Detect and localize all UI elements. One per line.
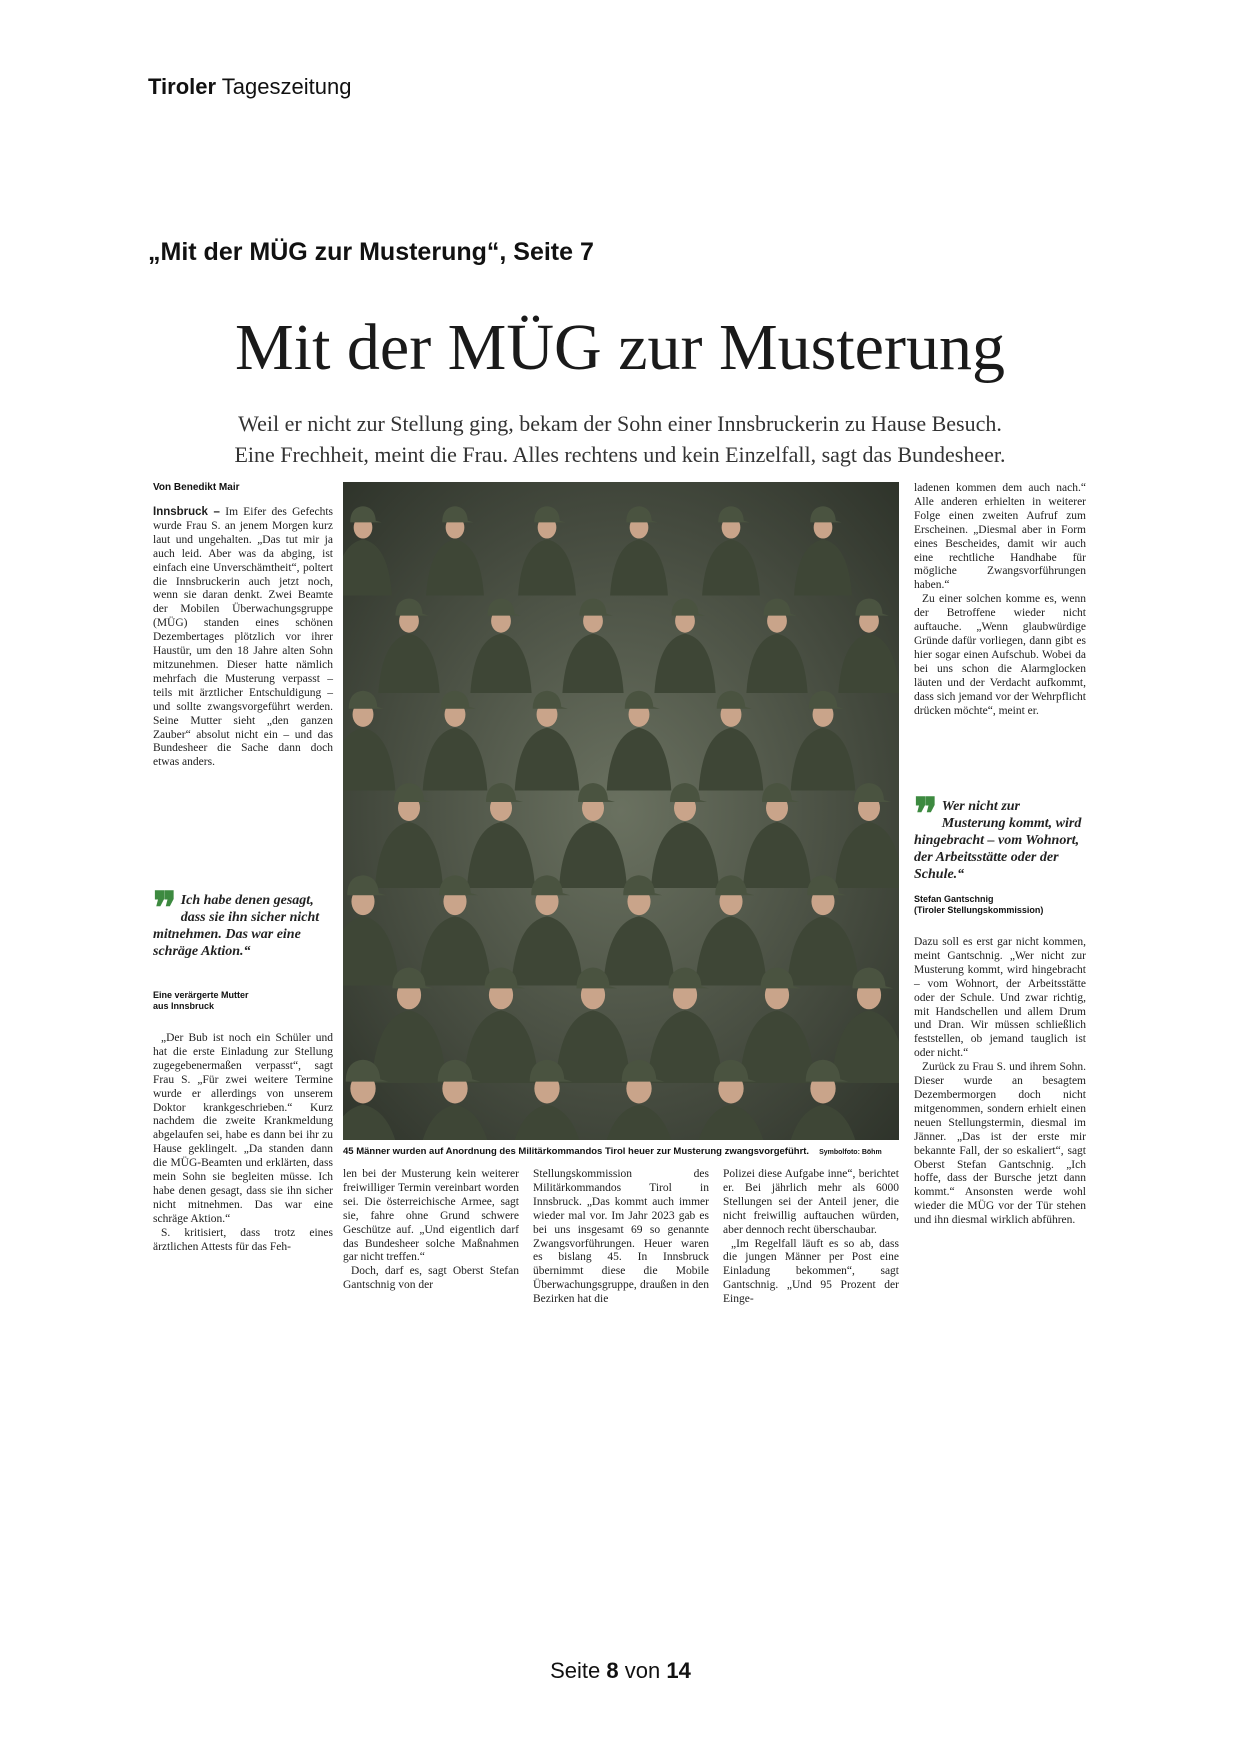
page-of: von xyxy=(624,1658,661,1683)
pull-quote-gantschnig xyxy=(914,790,1086,883)
column-2-paragraph-1: len bei der Musterung kein weiterer freiwilliger Termin vereinbart worden sei. Die österreichische Armee, sagt sie, fahre ohne Grund schwere Geschütze auf. „Und eigentlich darf das Bundesheer solche Maßnahmen gar nicht treffen.“ xyxy=(343,1168,519,1264)
column-1-paragraph-3: S. kritisiert, dass trotz eines ärztlichen Attests für das Feh- xyxy=(153,1226,333,1253)
quote-source-line-2: aus Innsbruck xyxy=(153,1001,215,1011)
photo-caption xyxy=(343,1146,899,1157)
dateline-location: Innsbruck – xyxy=(153,506,220,518)
newspaper-clipping xyxy=(150,310,1090,1360)
column-1-paragraph-2: „Der Bub ist noch ein Schüler und hat die erste Einladung zur Stellung zugegebenermaßen verpasst“, sagt Frau S. „Für zwei weitere Termine wurde er allerdings von unserem Doktor krankgeschrieben.“ Kurz nachdem die zweite Krankmeldung abgelaufen sei, habe es dann bei ihr zu Hause geklingelt. „Da standen dann die MÜG-Beamten und erklärten, dass mein Sohn sie begleiten müsse. Ich habe denen gesagt, dass sie ihn sicher nicht mitnehmen. Das war eine schräge Aktion.“ xyxy=(153,1032,333,1225)
publication-name xyxy=(148,74,351,100)
soldiers-photo-illustration xyxy=(343,482,899,1140)
column-3-paragraph-1: Stellungskommission des Militärkommandos Tirol in Innsbruck. „Das kommt auch immer wieder mal vor. Im Jahr 2023 gab es bei uns insgesamt 69 so genannte Zwangsvorführungen. Heuer waren es bislang 45. In Innsbruck übernimmt diese die Mobile Überwachungsgruppe, draußen in den Bezirken hat die xyxy=(533,1168,709,1306)
pull-quote-mother-text: Ich habe denen gesagt, dass sie ihn sicher nicht mitnehmen. Das war eine schräge Aktion.“ xyxy=(153,893,320,959)
article-column-1-continued xyxy=(153,1032,333,1255)
quote-mark-icon: ❞ xyxy=(153,884,177,933)
article-column-1 xyxy=(153,506,333,770)
pull-quote-mother xyxy=(153,884,333,960)
article-column-2 xyxy=(343,1168,519,1293)
column-5-paragraph-1: ladenen kommen dem auch nach.“ Alle anderen erhielten in weiterer Folge einen zweiten Aufruf zum Erscheinen. „Diesmal aber in Form eines Bescheides, damit wir auch eine rechtliche Handhabe für mögliche Zwangsvorführungen haben.“ xyxy=(914,482,1086,592)
publication-name-rest: Tageszeitung xyxy=(221,74,352,99)
quote-mark-icon: ❞ xyxy=(914,790,938,839)
quote-source-line-1: Stefan Gantschnig xyxy=(914,894,994,904)
pull-quote-mother-source xyxy=(153,990,333,1012)
article-byline: Von Benedikt Mair xyxy=(153,482,240,493)
article-headline: Mit der MÜG zur Musterung xyxy=(235,311,1005,384)
article-column-3 xyxy=(533,1168,709,1307)
page-number xyxy=(0,1658,1241,1684)
column-1-paragraph-1 xyxy=(153,506,333,770)
subheadline-line-1: Weil er nicht zur Stellung ging, bekam der Sohn einer Innsbruckerin zu Hause Besuch. xyxy=(238,411,1002,436)
column-1-paragraph-1-text: Im Eifer des Gefechts wurde Frau S. an jenem Morgen kurz laut und ungehalten. „Das tut mir ja auch leid. Aber was da abging, ist einfach eine Unverschämtheit“, poltert die Innsbruckerin auch jetzt noch, wenn sie daran denkt. Zwei Beamte der Mobilen Überwachungsgruppe (MÜG) standen eines schönen Dezembertages plötzlich vor ihrer Haustür, um den 18 Jahre alten Sohn mitzunehmen. Dieser hatte nämlich mehrfach die Musterung verpasst – teils mit ärztlicher Entschuldigung – und sollte zwangsvorgeführt werden. Seine Mutter sieht „den ganzen Zauber“ absolut nicht ein – und das Bundesheer die Sache dann doch etwas anders. xyxy=(153,506,333,769)
quote-source-line-1: Eine verärgerte Mutter xyxy=(153,990,249,1000)
article-column-5-continued xyxy=(914,936,1086,1228)
page-current: 8 xyxy=(606,1658,619,1683)
article-column-4 xyxy=(723,1168,899,1307)
quote-source-line-2: (Tiroler Stellungskommission) xyxy=(914,905,1044,915)
article-photo xyxy=(343,482,899,1140)
page-prefix: Seite xyxy=(550,1658,601,1683)
photo-caption-text: 45 Männer wurden auf Anordnung des Militärkommandos Tirol heuer zur Musterung zwangsvorgeführt. xyxy=(343,1146,810,1157)
column-5-paragraph-4: Zurück zu Frau S. und ihrem Sohn. Dieser wurde an besagtem Dezembermorgen doch nicht mitgenommen, sondern erhielt einen neuen Stellungstermin, diesmal im Jänner. „Das ist der erste mir bekannte Fall, der so eskaliert“, sagt Oberst Stefan Gantschnig. „Ich hoffe, dass der Bursche jetzt dann kommt.“ Ansonsten werde wohl wieder die MÜG vor der Tür stehen und ihn diesmal wirklich abführen. xyxy=(914,1061,1086,1227)
article-column-5 xyxy=(914,482,1086,718)
pull-quote-gantschnig-text: Wer nicht zur Musterung kommt, wird hingebracht – vom Wohnort, der Arbeitsstätte oder der Schule.“ xyxy=(914,799,1082,882)
subheadline-line-2: Eine Frechheit, meint die Frau. Alles rechtens und kein Einzelfall, sagt das Bundesheer. xyxy=(234,442,1006,467)
page-total: 14 xyxy=(666,1658,691,1683)
pull-quote-gantschnig-source xyxy=(914,894,1086,916)
photo-credit: Symbolfoto: Böhm xyxy=(819,1149,882,1156)
column-5-paragraph-3: Dazu soll es erst gar nicht kommen, meint Gantschnig. „Wer nicht zur Musterung kommt, wird hingebracht – vom Wohnort, der Arbeitsstätte oder der Schule. Und zwar richtig, mit Handschellen und allem Drum und Dran. Wir müssen schließlich feststellen, ob jemand tauglich ist oder nicht.“ xyxy=(914,936,1086,1060)
column-4-paragraph-2: „Im Regelfall läuft es so ab, dass die jungen Männer per Post eine Einladung bekommen“, sagt Gantschnig. „Und 95 Prozent der Einge- xyxy=(723,1237,899,1306)
column-2-paragraph-2: Doch, darf es, sagt Oberst Stefan Gantschnig von der xyxy=(343,1265,519,1292)
article-subheadline xyxy=(190,408,1050,470)
column-4-paragraph-1: Polizei diese Aufgabe inne“, berichtet er. Bei jährlich mehr als 6000 Stellungen sei der Anteil jener, die nicht freiwillig auftauchen würden, aber dennoch recht überschaubar. xyxy=(723,1168,899,1236)
publication-name-bold: Tiroler xyxy=(148,74,217,99)
article-reference: „Mit der MÜG zur Musterung“, Seite 7 xyxy=(148,238,594,266)
column-5-paragraph-2: Zu einer solchen komme es, wenn der Betroffene wieder nicht auftauche. „Wenn glaubwürdige Gründe dafür vorliegen, dann gibt es hier sogar einen Aufschub. Wobei da bei uns schon die Alarmglocken läuten und der Verdacht aufkommt, dass sich jemand vor der Wehrpflicht drücken möchte“, meint er. xyxy=(914,593,1086,717)
